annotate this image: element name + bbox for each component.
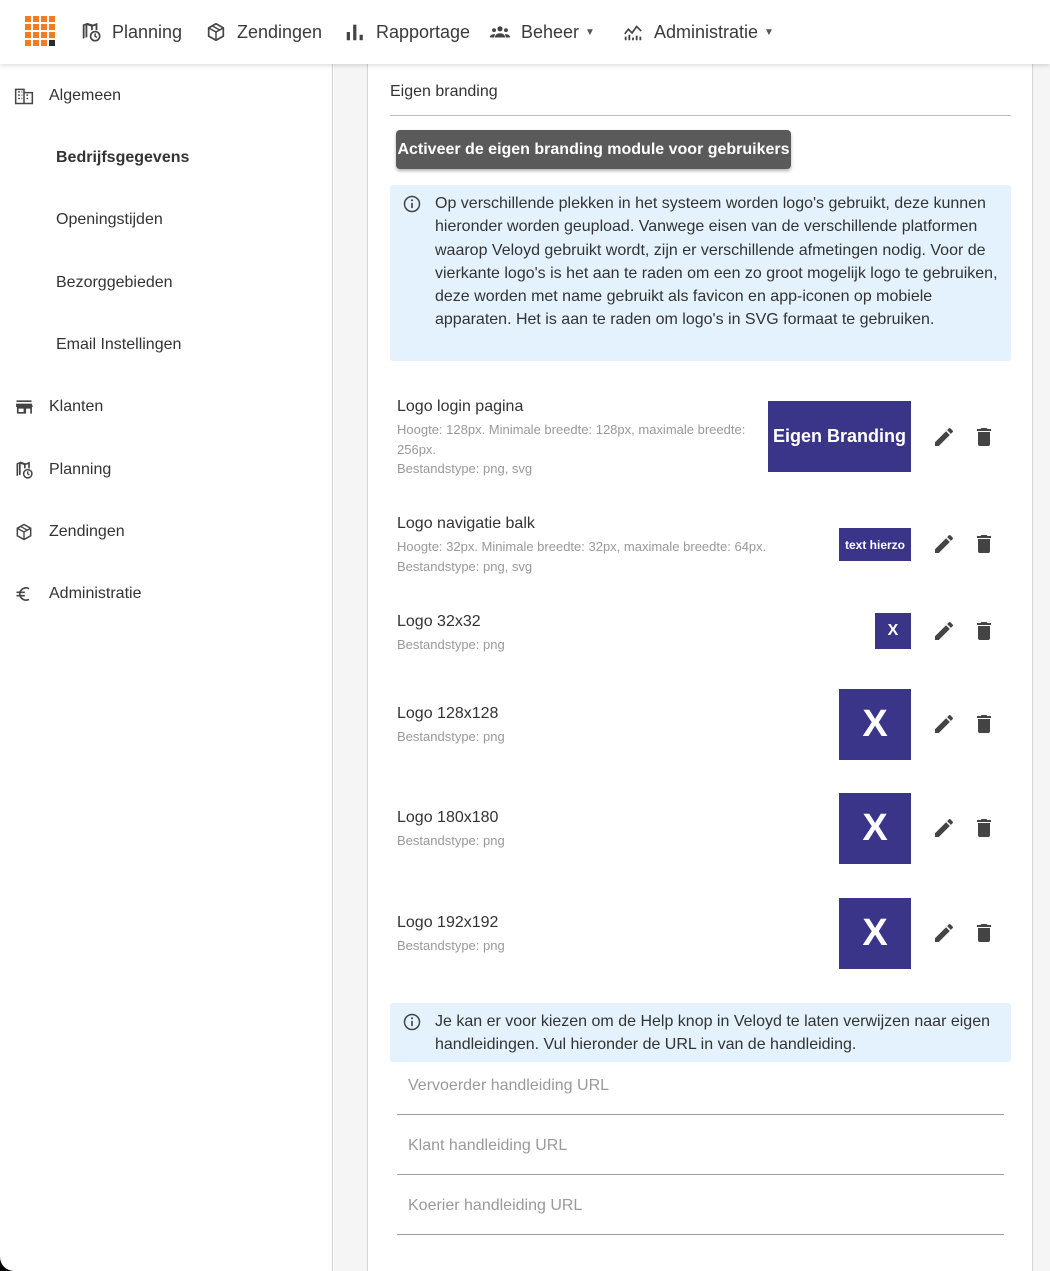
edit-button[interactable] — [932, 712, 956, 736]
sidebar-item-klanten[interactable] — [0, 385, 333, 429]
client-manual-url-input[interactable] — [397, 1117, 1004, 1174]
logo-name: Logo navigatie balk — [397, 515, 535, 532]
sidebar-item-label: Algemeen — [49, 87, 122, 104]
logo-description: Bestandstype: png — [397, 637, 505, 652]
delete-button[interactable] — [972, 816, 996, 840]
pencil-icon — [932, 619, 956, 643]
sidebar-item-bezorggebieden[interactable] — [0, 261, 333, 305]
window-corner — [0, 1257, 14, 1271]
nav-rapportage-label: Rapportage — [376, 21, 471, 42]
pencil-icon — [932, 921, 956, 945]
sidebar-item-bedrijfsgegevens[interactable] — [0, 136, 333, 180]
sidebar-item-label: Openingstijden — [56, 211, 163, 228]
nav-planning[interactable] — [80, 0, 182, 64]
logo-preview[interactable]: text hierzo — [839, 528, 911, 561]
sidebar-item-label: Administratie — [49, 585, 142, 602]
logo-name: Logo 128x128 — [397, 705, 499, 722]
nav-zendingen[interactable] — [205, 0, 322, 64]
logo-preview[interactable]: X — [839, 793, 911, 864]
delete-button[interactable] — [972, 619, 996, 643]
sidebar-item-label: Bedrijfsgegevens — [56, 149, 190, 166]
info-box-logos — [390, 185, 1011, 361]
delete-button[interactable] — [972, 532, 996, 556]
chevron-down-icon: ▼ — [764, 26, 774, 38]
divider — [390, 115, 1011, 116]
logo-name: Logo 192x192 — [397, 914, 499, 931]
box-icon — [205, 21, 227, 43]
building-icon — [14, 86, 34, 106]
logo-preview[interactable]: X — [839, 898, 911, 969]
delete-button[interactable] — [972, 425, 996, 449]
courier-manual-url-input[interactable] — [397, 1177, 1004, 1234]
edit-button[interactable] — [932, 921, 956, 945]
carrier-manual-url-input[interactable] — [397, 1057, 1004, 1114]
branding-panel — [367, 64, 1033, 1271]
delete-button[interactable] — [972, 712, 996, 736]
trash-icon — [972, 425, 996, 449]
activate-branding-button[interactable]: Activeer de eigen branding module voor gebruikers — [396, 130, 791, 169]
trash-icon — [972, 816, 996, 840]
logo-name: Logo 180x180 — [397, 809, 499, 826]
sidebar-item-email-instellingen[interactable] — [0, 323, 333, 367]
logo-row-32 — [397, 613, 1017, 653]
section-title: Eigen branding — [390, 83, 498, 100]
logo-preview[interactable]: Eigen Branding — [768, 401, 911, 472]
sidebar-item-algemeen[interactable] — [0, 74, 333, 118]
nav-beheer[interactable] — [489, 0, 595, 64]
sidebar-item-zendingen[interactable] — [0, 510, 333, 554]
delete-button[interactable] — [972, 921, 996, 945]
logo-description: Hoogte: 32px. Minimale breedte: 32px, maximale breedte: 64px. Bestandstype: png, svg — [397, 539, 767, 574]
people-icon — [489, 21, 511, 43]
trash-icon — [972, 921, 996, 945]
map-clock-icon — [80, 21, 102, 43]
pencil-icon — [932, 816, 956, 840]
carrier-manual-url-field[interactable] — [397, 1057, 1004, 1115]
logo-description: Bestandstype: png — [397, 938, 505, 953]
sidebar-item-openingstijden[interactable] — [0, 198, 333, 242]
logo-preview[interactable]: X — [875, 613, 911, 649]
info-icon — [403, 195, 421, 213]
euro-icon — [14, 584, 34, 604]
logo-row-navbar — [397, 515, 1017, 575]
logo-preview[interactable]: X — [839, 689, 911, 760]
sidebar-item-label: Planning — [49, 461, 112, 478]
logo-description: Bestandstype: png — [397, 729, 505, 744]
sidebar-item-label: Email Instellingen — [56, 336, 182, 353]
logo-row-192 — [397, 898, 1017, 969]
store-icon — [14, 397, 34, 417]
nav-beheer-label: Beheer — [521, 21, 580, 42]
logo-name: Logo login pagina — [397, 398, 524, 415]
info-text: Je kan er voor kiezen om de Help knop in Veloyd te laten verwijzen naar eigen handleidingen. Vul hieronder de URL in van de handleiding. — [435, 1013, 990, 1054]
courier-manual-url-field[interactable] — [397, 1177, 1004, 1235]
logo-row-180 — [397, 793, 1017, 864]
edit-button[interactable] — [932, 816, 956, 840]
pencil-icon — [932, 425, 956, 449]
logo-row-128 — [397, 689, 1017, 760]
bar-chart-icon — [344, 21, 366, 43]
nav-administratie-label: Administratie — [654, 21, 759, 42]
info-icon — [403, 1013, 421, 1031]
chevron-down-icon: ▼ — [585, 26, 595, 38]
box-icon — [14, 522, 34, 542]
logo-name: Logo 32x32 — [397, 613, 481, 630]
nav-zendingen-label: Zendingen — [237, 21, 323, 42]
edit-button[interactable] — [932, 532, 956, 556]
info-box-help — [390, 1003, 1011, 1062]
logo-description: Hoogte: 128px. Minimale breedte: 128px, maximale breedte: 256px. Bestandstype: png, svg — [397, 422, 746, 476]
sidebar-item-label: Bezorggebieden — [56, 274, 173, 291]
nav-planning-label: Planning — [112, 21, 183, 42]
sidebar-item-administratie[interactable] — [0, 572, 333, 616]
trash-icon — [972, 712, 996, 736]
sidebar-item-label: Zendingen — [49, 523, 125, 540]
top-navigation-bar — [0, 0, 1050, 64]
sidebar-item-label: Klanten — [49, 398, 104, 415]
sidebar — [0, 64, 333, 1271]
trash-icon — [972, 532, 996, 556]
map-clock-icon — [14, 460, 34, 480]
sidebar-item-planning[interactable] — [0, 448, 333, 492]
nav-rapportage[interactable] — [344, 0, 470, 64]
logo-row-login — [397, 398, 1017, 478]
pencil-icon — [932, 712, 956, 736]
pencil-icon — [932, 532, 956, 556]
main-content — [334, 64, 1050, 1271]
logo-description: Bestandstype: png — [397, 833, 505, 848]
info-text: Op verschillende plekken in het systeem worden logo's gebruikt, deze kunnen hieronder worden geupload. Vanwege eisen van de verschillende platformen waarop Veloyd gebruikt wordt, zijn er verschillende afmetingen nodig. Voor de vierkante logo's is het aan te raden om een zo groot mogelijk logo te gebruiken, deze worden met name gebruikt als favicon en app-iconen op mobiele apparaten. Het is aan te raden om logo's in SVG formaat te gebruiken. — [435, 195, 998, 329]
app-logo[interactable] — [25, 16, 55, 46]
client-manual-url-field[interactable] — [397, 1117, 1004, 1175]
finance-chart-icon — [622, 21, 644, 43]
trash-icon — [972, 619, 996, 643]
nav-administratie[interactable] — [622, 0, 774, 64]
edit-button[interactable] — [932, 425, 956, 449]
edit-button[interactable] — [932, 619, 956, 643]
